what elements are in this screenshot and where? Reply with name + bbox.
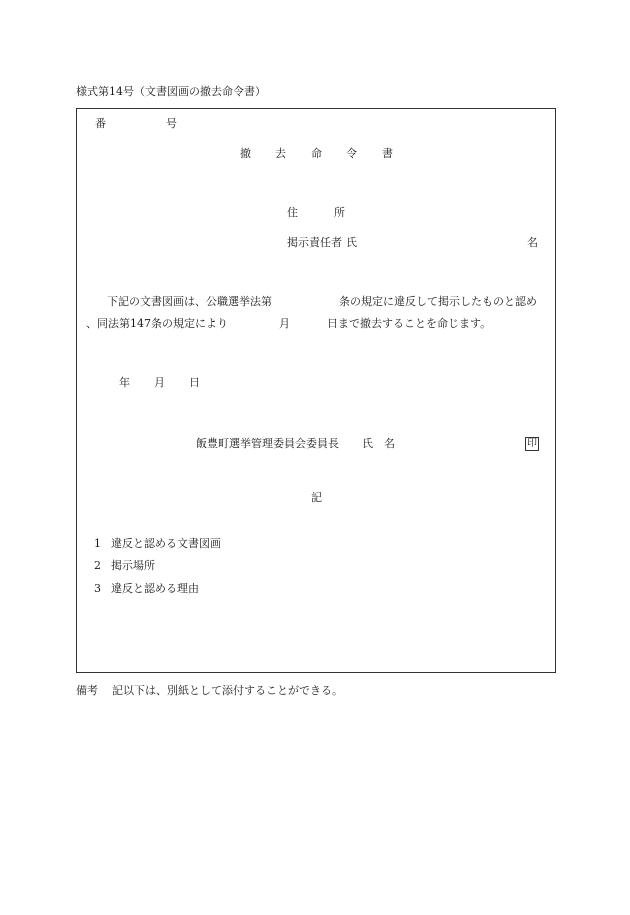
title-char-5: 書: [382, 147, 393, 160]
address-label-left: 住: [287, 206, 298, 219]
body-line-2b: 日まで撤去することを命じます。: [327, 317, 492, 330]
note-text: 記以下は、別紙として添付することができる。: [112, 684, 343, 697]
address-label-right: 所: [334, 206, 345, 219]
title-char-4: 令: [346, 147, 357, 160]
title-char-3: 命: [311, 147, 322, 160]
body-line-1a: 下記の文書図画は、公職選挙法第: [107, 295, 272, 308]
issuer-name-left: 氏: [362, 437, 373, 450]
title-char-1: 撤: [240, 147, 251, 160]
date-month: 月: [154, 376, 165, 389]
item-3-number: 3: [94, 582, 101, 595]
person-name-suffix: 名: [527, 236, 538, 249]
seal-mark: 印: [527, 438, 537, 449]
body-line-2-month: 月: [279, 317, 290, 330]
item-1-text: 違反と認める文書図画: [111, 537, 221, 550]
date-day: 日: [189, 376, 200, 389]
number-label-left: 番: [95, 117, 106, 130]
issuer-title: 飯豊町選挙管理委員会委員長: [196, 437, 339, 450]
ki-heading: 記: [311, 491, 322, 504]
body-line-2a: 、同法第147条の規定により: [86, 317, 228, 330]
person-in-charge-label: 掲示責任者: [287, 236, 342, 249]
item-2-text: 掲示場所: [111, 559, 155, 572]
form-label: 様式第14号（文書図画の撤去命令書）: [76, 85, 266, 98]
date-year: 年: [119, 376, 130, 389]
item-1-number: 1: [94, 537, 101, 550]
person-name-label: 氏: [346, 236, 357, 249]
body-line-1b: 条の規定に違反して掲示したものと認め: [339, 295, 537, 308]
item-2-number: 2: [94, 559, 101, 572]
title-char-2: 去: [275, 147, 286, 160]
number-label-right: 号: [166, 117, 177, 130]
item-3-text: 違反と認める理由: [111, 582, 199, 595]
note-label: 備考: [76, 684, 98, 697]
issuer-name-right: 名: [384, 437, 395, 450]
